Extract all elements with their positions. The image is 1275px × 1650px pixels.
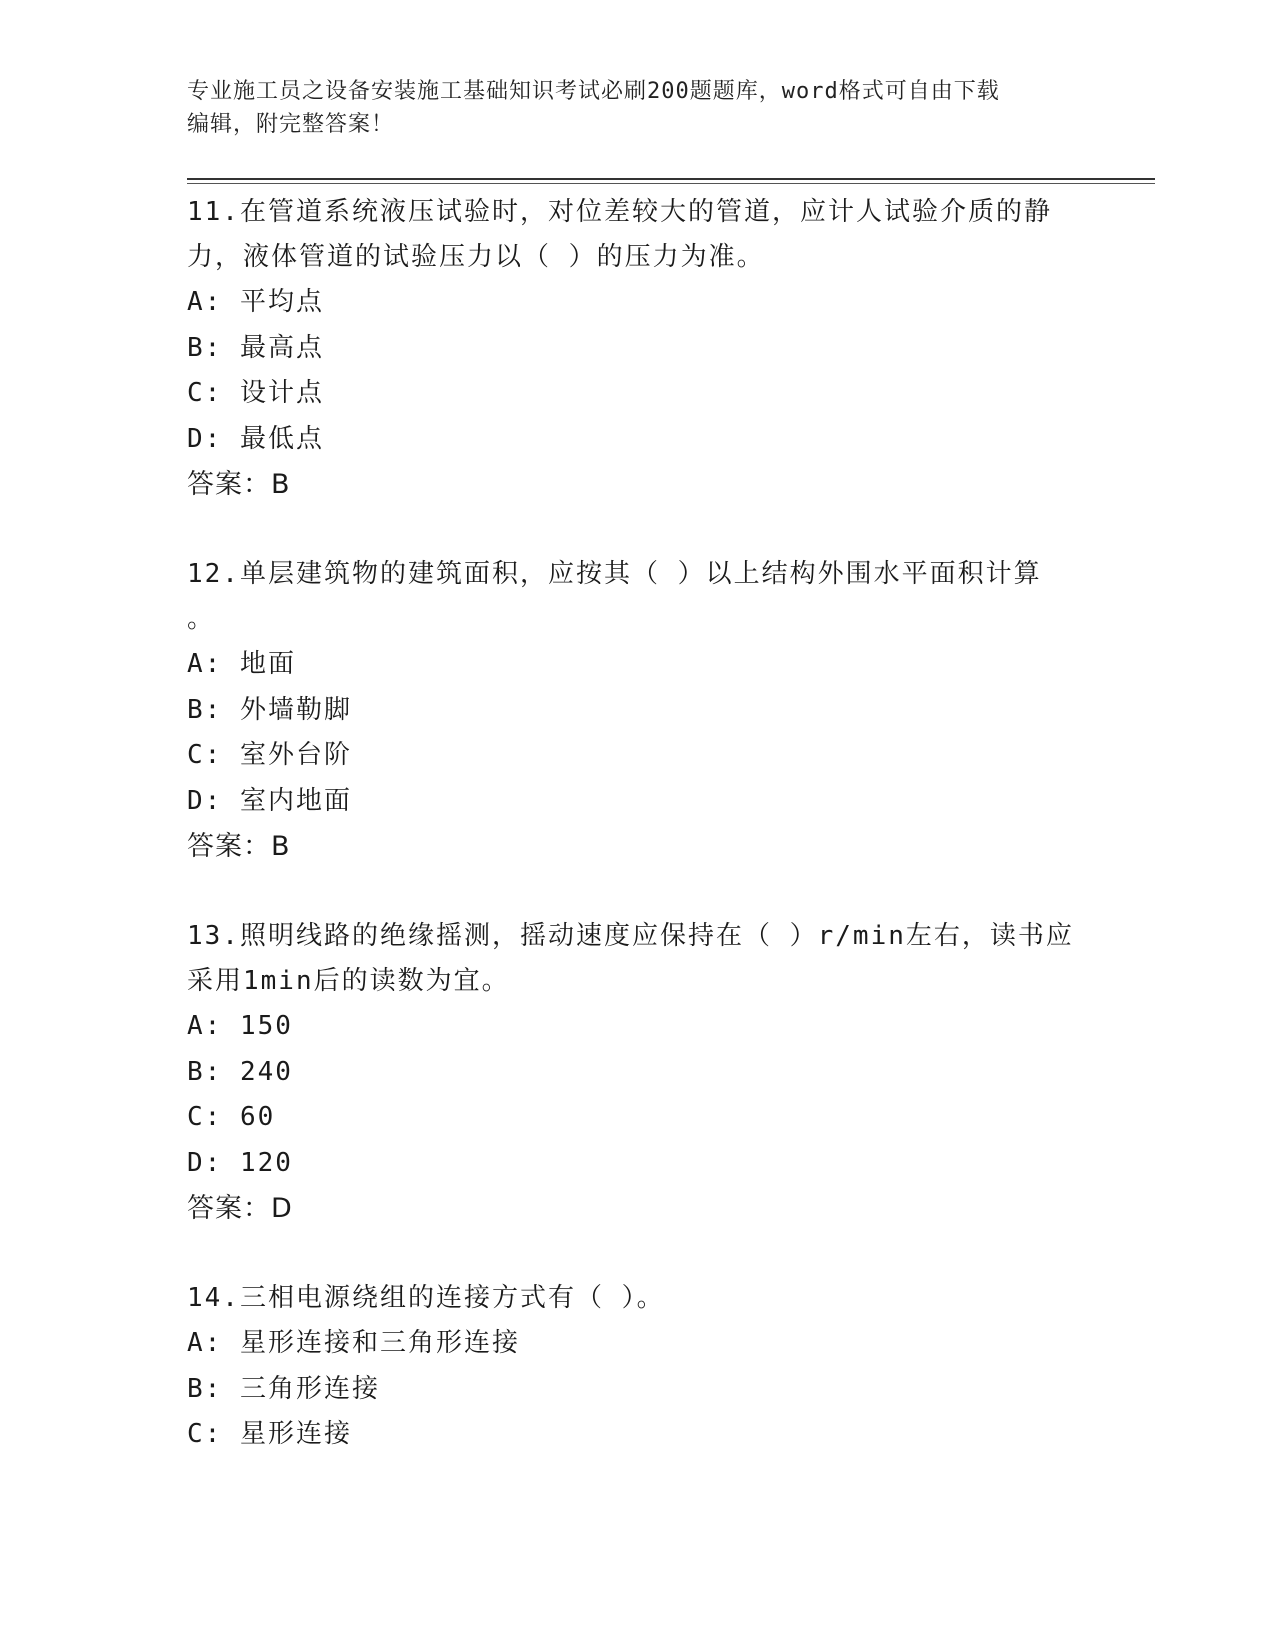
question-spacer [187, 507, 1087, 552]
question-12 [187, 552, 1087, 869]
answer-label: 答案：B [187, 469, 291, 500]
option-c: C: 星形连接 [187, 1419, 352, 1449]
option-d: D: 最低点 [187, 423, 324, 454]
option-b: B: 外墙勒脚 [187, 694, 352, 725]
document-header [187, 75, 1087, 141]
question-spacer [187, 1231, 1087, 1276]
question-stem: 12.单层建筑物的建筑面积，应按其（ ）以上结构外围水平面积计算 [187, 559, 1042, 589]
option-b: B: 240 [187, 1056, 293, 1087]
question-stem: 13.照明线路的绝缘摇测，摇动速度应保持在（ ）r/min左右，读书应 [187, 921, 1074, 951]
option-d: D: 120 [187, 1147, 293, 1178]
answer-label: 答案：D [187, 1193, 293, 1224]
option-a: A: 平均点 [187, 287, 324, 317]
question-13 [187, 914, 1087, 1231]
header-divider-thin [187, 183, 1155, 184]
option-c: C: 室外台阶 [187, 740, 352, 770]
option-c: C: 设计点 [187, 378, 324, 408]
option-b: B: 三角形连接 [187, 1373, 380, 1404]
question-stem-continued: 采用1min后的读数为宜。 [187, 966, 510, 996]
option-a: A: 150 [187, 1011, 293, 1041]
question-stem-continued: 力，液体管道的试验压力以（ ）的压力为准。 [187, 242, 765, 272]
option-a: A: 星形连接和三角形连接 [187, 1328, 520, 1358]
question-14 [187, 1276, 1087, 1458]
answer-label: 答案：B [187, 831, 291, 862]
question-stem: 11.在管道系统液压试验时，对位差较大的管道，应计人试验介质的静 [187, 197, 1052, 227]
question-11 [187, 190, 1087, 507]
question-spacer [187, 869, 1087, 914]
header-line-2: 编辑，附完整答案！ [187, 112, 395, 137]
question-stem-continued: 。 [187, 604, 216, 634]
option-b: B: 最高点 [187, 332, 324, 363]
option-d: D: 室内地面 [187, 785, 352, 816]
option-c: C: 60 [187, 1102, 276, 1132]
question-stem: 14.三相电源绕组的连接方式有（ ）。 [187, 1283, 665, 1313]
header-divider-thick [187, 178, 1155, 180]
header-line-1: 专业施工员之设备安装施工基础知识考试必刷200题题库，word格式可自由下载 [187, 79, 1000, 104]
option-a: A: 地面 [187, 649, 296, 679]
question-list [187, 190, 1087, 1458]
